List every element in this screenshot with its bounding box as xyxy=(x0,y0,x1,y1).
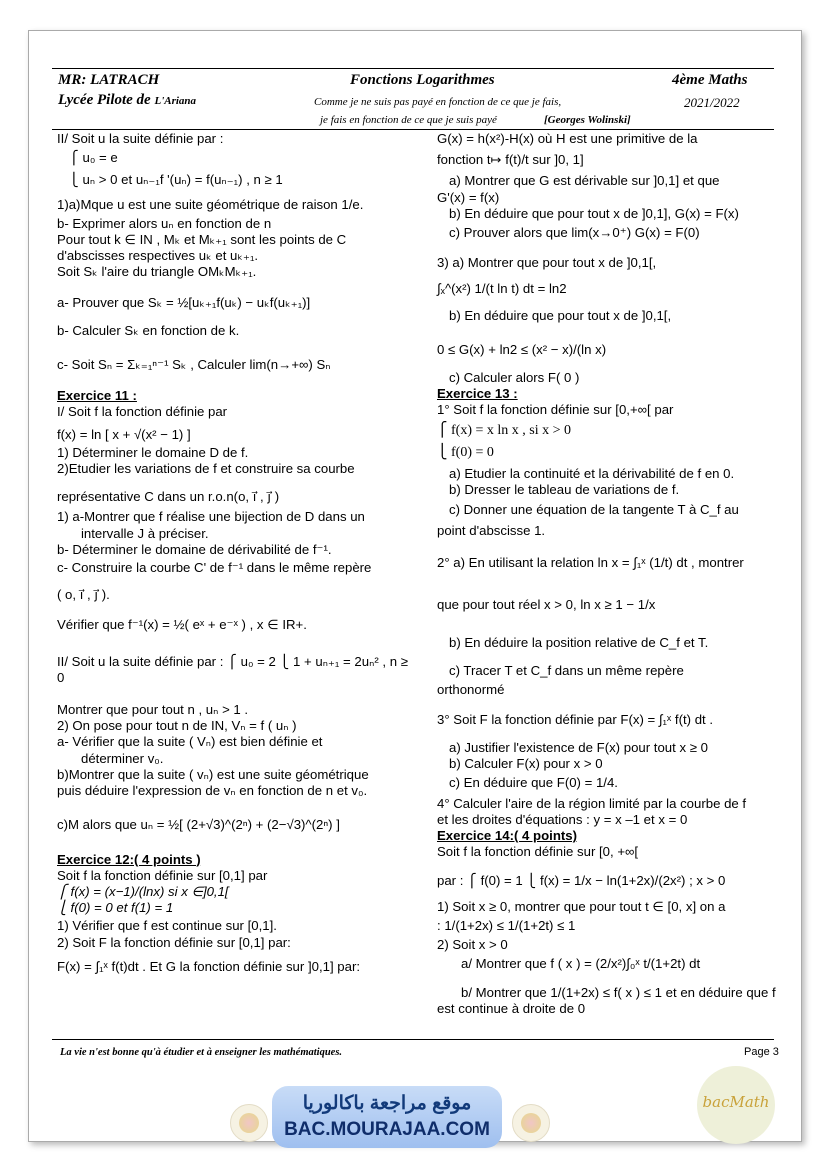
school-year: 2021/2022 xyxy=(684,95,740,110)
quote-author: [Georges Wolinski] xyxy=(544,114,631,126)
math-line: a- Prouver que Sₖ = ½[uₖ₊₁f(uₖ) − uₖf(uₖ₊₁)] xyxy=(57,294,311,310)
text-line: point d'abscisse 1. xyxy=(437,522,546,538)
text-line: Montrer que pour tout n , uₙ > 1 . xyxy=(57,702,249,718)
banner-arabic-text: موقع مراجعة باكالوريا xyxy=(302,1093,472,1114)
text-line: b) En déduire que pour tout x de ]0,1[, xyxy=(449,307,672,323)
text-line: G(x) = h(x²)-H(x) où H est une primitive de la xyxy=(437,131,698,146)
quote-line-2: je fais en fonction de ce que je suis payé xyxy=(320,114,497,126)
text-line: c) Tracer T et C_f dans un même repère xyxy=(449,663,684,679)
text-line: b)Montrer que la suite ( vₙ) est une suite géométrique xyxy=(57,766,369,782)
text-line: 1) Soit x ≥ 0, montrer que pour tout t ∈ [0, x] on a xyxy=(437,898,726,914)
math-line: Vérifier que f⁻¹(x) = ½( eˣ + e⁻ˣ ) , x ∈ IR+. xyxy=(57,617,307,633)
text-line: a) Etudier la continuité et la dérivabilité de f en 0. xyxy=(449,466,735,482)
right-column xyxy=(437,131,782,1017)
text-line: II/ Soit u la suite définie par : xyxy=(57,131,224,146)
text-line: a) Justifier l'existence de F(x) pour tout x ≥ 0 xyxy=(449,740,708,756)
bacmath-logo-text: bacMath xyxy=(702,1093,770,1111)
text-line: 1) Vérifier que f est continue sur [0,1]. xyxy=(57,918,277,934)
math-line: 2° a) En utilisant la relation ln x = ∫₁ˣ (1/t) dt , montrer xyxy=(437,554,744,570)
text-line: 1) a-Montrer que f réalise une bijection de D dans un xyxy=(57,509,365,525)
text-line: ( o, i⃗ , j⃗ ). xyxy=(57,587,110,603)
math-line: a/ Montrer que f ( x ) = (2/x²)∫₀ˣ t/(1+2t) dt xyxy=(461,956,701,972)
page-title: Fonctions Logarithmes xyxy=(350,72,495,88)
text-line: b) Calculer F(x) pour x > 0 xyxy=(449,756,603,772)
text-line: I/ Soit f la fonction définie par xyxy=(57,404,228,420)
footer-quote: La vie n'est bonne qu'à étudier et à enseigner les mathématiques. xyxy=(60,1047,343,1058)
text-line: puis déduire l'expression de vₙ en fonction de n et v₀. xyxy=(57,783,368,799)
site-logo-icon xyxy=(512,1104,550,1142)
text-line: b) En déduire que pour tout x de ]0,1], G(x) = F(x) xyxy=(449,205,739,221)
bacmath-logo xyxy=(697,1066,775,1144)
school-name: Lycée Pilote de L'Ariana xyxy=(58,92,197,108)
math-line: ∫ₓ^(x²) 1/(t ln t) dt = ln2 xyxy=(437,281,567,297)
text-line: a- Vérifier que la suite ( Vₙ) est bien définie et xyxy=(57,734,323,750)
text-line: Soit Sₖ l'aire du triangle OMₖMₖ₊₁. xyxy=(57,264,257,280)
site-logo-icon xyxy=(230,1104,268,1142)
text-line: c- Construire la courbe C' de f⁻¹ dans le même repère xyxy=(57,560,372,576)
class-level: 4ème Maths xyxy=(672,72,748,88)
math-line: c) Prouver alors que lim(x→0⁺) G(x) = F(0) xyxy=(449,225,700,241)
text-line: b) En déduire la position relative de C_f et T. xyxy=(449,635,709,651)
left-column xyxy=(57,131,415,975)
math-line: fonction t↦ f(t)/t sur ]0, 1] xyxy=(437,152,584,168)
math-line: ⎧ u₀ = e xyxy=(69,150,118,166)
text-line: d'abscisses respectives uₖ et uₖ₊₁. xyxy=(57,248,259,264)
math-line: f(x) = ln [ x + √(x² − 1) ] xyxy=(57,426,191,442)
footer-divider xyxy=(52,1039,774,1040)
text-line: a) Montrer que G est dérivable sur ]0,1] et que xyxy=(449,173,720,189)
document-header xyxy=(52,68,774,130)
text-line: c) Donner une équation de la tangente T à C_f au xyxy=(449,502,739,518)
exercise-heading: Exercice 12:( 4 points ) xyxy=(57,851,201,867)
text-line: 4° Calculer l'aire de la région limité par la courbe de f xyxy=(437,795,747,811)
text-line: est continue à droite de 0 xyxy=(437,1000,586,1016)
text-line: représentative C dans un r.o.n(o, i⃗ , j⃗ ) xyxy=(57,489,280,505)
text-line: déterminer v₀. xyxy=(81,750,164,766)
math-line: ⎧ f(x) = (x−1)/(lnx) si x ∈]0,1[ xyxy=(57,883,229,899)
math-line: 3° Soit F la fonction définie par F(x) = ∫₁ˣ f(t) dt . xyxy=(437,711,714,727)
text-line: 1° Soit f la fonction définie sur [0,+∞[ par xyxy=(437,402,674,418)
text-line: b) Dresser le tableau de variations de f. xyxy=(449,482,680,498)
text-line: 2) Soit x > 0 xyxy=(437,937,508,953)
text-line: 3) a) Montrer que pour tout x de ]0,1[, xyxy=(437,255,657,271)
math-line: ⎩ uₙ > 0 et uₙ₋₁f '(uₙ) = f(uₙ₋₁) , n ≥ 1 xyxy=(69,172,283,188)
math-line: II/ Soit u la suite définie par : ⎧ u₀ = 2 ⎩ 1 + uₙ₊₁ = 2uₙ² , n ≥ 0 xyxy=(57,653,408,685)
author-name: MR: LATRACH xyxy=(58,72,160,88)
school-place: L'Ariana xyxy=(154,95,197,107)
text-line: c) Calculer alors F( 0 ) xyxy=(449,370,580,386)
exercise-heading: Exercice 14:( 4 points) xyxy=(437,828,577,844)
text-line: b- Déterminer le domaine de dérivabilité de f⁻¹. xyxy=(57,541,332,557)
site-banner[interactable] xyxy=(272,1086,502,1148)
text-line: Soit f la fonction définie sur [0, +∞[ xyxy=(437,844,639,860)
exercise-heading: Exercice 13 : xyxy=(437,386,518,402)
text-line: orthonormé xyxy=(437,681,505,697)
math-line: c- Soit Sₙ = Σₖ₌₁ⁿ⁻¹ Sₖ , Calculer lim(n→+∞) Sₙ xyxy=(57,357,331,373)
math-line: F(x) = ∫₁ˣ f(t)dt . Et G la fonction définie sur ]0,1] par: xyxy=(57,958,360,974)
math-line: c)M alors que uₙ = ½[ (2+√3)^(2ⁿ) + (2−√3)^(2ⁿ) ] xyxy=(57,817,340,833)
quote-line-1: Comme je ne suis pas payé en fonction de ce que je fais, xyxy=(314,96,562,108)
math-line: : 1/(1+2x) ≤ 1/(1+2t) ≤ 1 xyxy=(437,917,576,933)
text-line: 2) On pose pour tout n de IN, Vₙ = f ( uₙ ) xyxy=(57,718,297,734)
math-line: ⎩ f(0) = 0 et f(1) = 1 xyxy=(57,900,174,916)
math-line: b/ Montrer que 1/(1+2x) ≤ f( x ) ≤ 1 et en déduire que f xyxy=(461,984,776,1000)
page-number: Page 3 xyxy=(744,1046,779,1058)
text-line: G'(x) = f(x) xyxy=(437,189,500,205)
text-line: b- Calculer Sₖ en fonction de k. xyxy=(57,322,240,338)
math-line: 0 ≤ G(x) + ln2 ≤ (x² − x)/(ln x) xyxy=(437,341,607,357)
text-line: b- Exprimer alors uₙ en fonction de n xyxy=(57,215,272,231)
text-line: c) En déduire que F(0) = 1/4. xyxy=(449,775,618,791)
text-line: Soit f la fonction définie sur [0,1] par xyxy=(57,867,268,883)
exercise-heading: Exercice 11 : xyxy=(57,388,137,404)
text-line: 2)Etudier les variations de f et construire sa courbe xyxy=(57,461,355,477)
text-line: Pour tout k ∈ IN , Mₖ et Mₖ₊₁ sont les points de C xyxy=(57,232,347,248)
banner-url-link[interactable]: BAC.MOURAJAA.COM xyxy=(284,1119,490,1140)
text-line: intervalle J à préciser. xyxy=(81,525,209,541)
text-line: 2) Soit F la fonction définie sur [0,1] par: xyxy=(57,934,291,950)
text-line: 1)a)Mque u est une suite géométrique de raison 1/e. xyxy=(57,196,364,212)
text-line: 1) Déterminer le domaine D de f. xyxy=(57,444,249,460)
text-line: et les droites d'équations : y = x –1 et x = 0 xyxy=(437,811,688,827)
math-line: par : ⎧ f(0) = 1 ⎩ f(x) = 1/x − ln(1+2x)/(2x²) ; x > 0 xyxy=(437,872,726,888)
math-line: ⎩ f(0) = 0 xyxy=(437,444,494,460)
math-line: ⎧ f(x) = x ln x , si x > 0 xyxy=(437,422,572,438)
math-line: que pour tout réel x > 0, ln x ≥ 1 − 1/x xyxy=(437,597,656,613)
